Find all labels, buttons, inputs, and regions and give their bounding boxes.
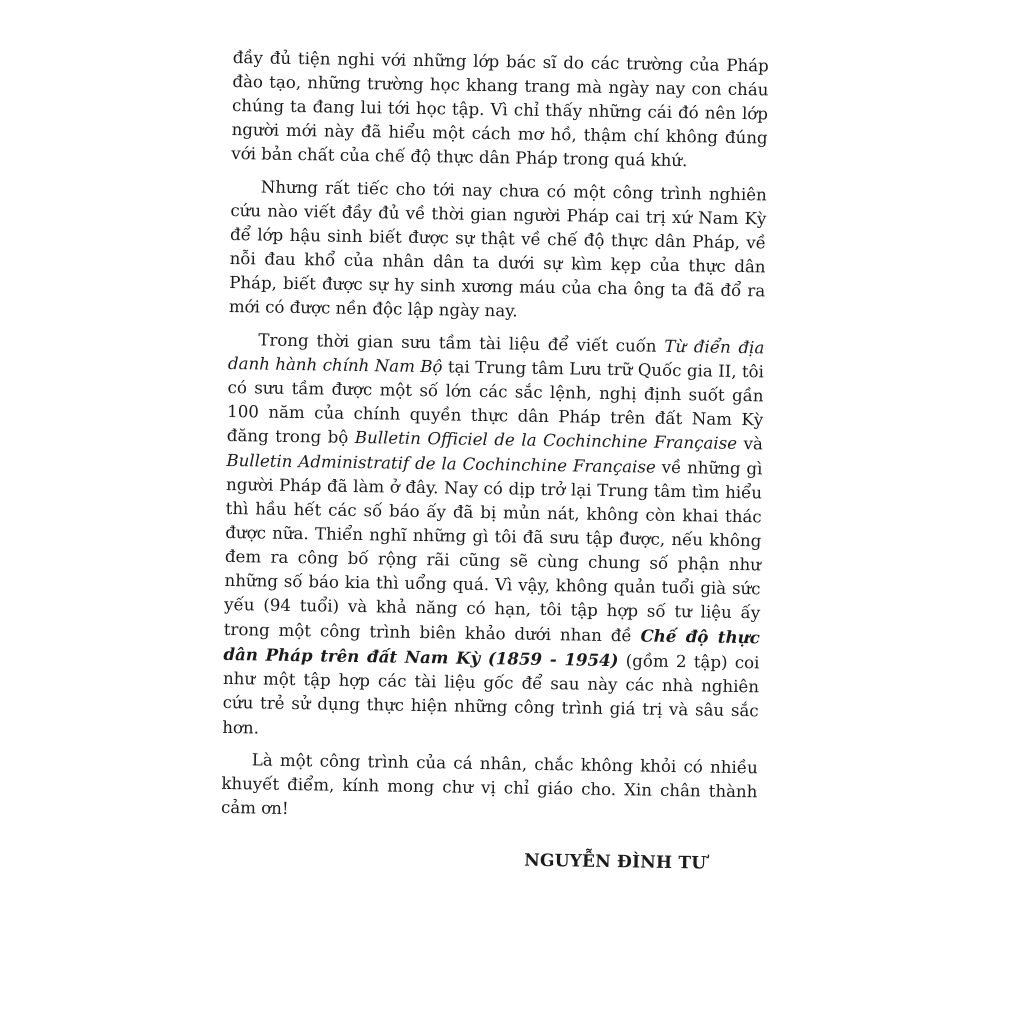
text-run: Trong thời gian sưu tầm tài liệu để viết cuốn [258, 330, 665, 356]
paragraph-1 [231, 46, 769, 175]
text-run: Bulletin Administratif de la Cochinchine Française [226, 450, 656, 477]
paragraph-4 [221, 748, 758, 829]
author-signature: NGUYỄN ĐÌNH TƯ [524, 851, 707, 874]
text-run: và [736, 434, 763, 454]
paragraph-3 [222, 328, 764, 748]
text-run: Bulletin Officiel de la Cochinchine Française [354, 428, 738, 454]
text-run: Nhưng rất tiếc cho tới nay chưa có một công trình nghiên cứu nào viết đầy đủ về thời gian người Pháp cai trị xứ Nam Kỳ để lớp hậu sinh biết được sự thật về chế độ thực dân Pháp, về nỗi đau khổ của nhân dân ta dưới sự kìm kẹp của thực dân Pháp, biết được sự hy sinh xương máu của cha ông ta đã đổ ra mới có được nền độc lập ngày nay. [228, 177, 767, 321]
paragraph-2 [229, 175, 767, 328]
text-run: về những gì người Pháp đã làm ở đây. Nay có dịp trở lại Trung tâm tìm hiểu thì hầu hết các số báo ấy đã bị mủn nát, không còn khai thác được nữa. Thiển nghĩ những gì tôi đã sưu tập được, nếu không đem ra công bố rộng rãi cũng sẽ cùng chung số phận như những số báo kia thì uổng quá. Vì vậy, không quản tuổi già sức yếu (94 tuổi) và khả năng có hạn, tôi tập hợp số tư liệu ấy trong một công trình biên khảo dưới nhan đề [223, 457, 763, 646]
text-run: đầy đủ tiện nghi với những lớp bác sĩ do các trường của Pháp đào tạo, những trường học khang trang mà ngày nay con cháu chúng ta đang lui tới học tập. Vì chỉ thấy những cái đó nên lớp người mới này đã hiểu một cách mơ hồ, thậm chí không đúng với bản chất của chế độ thực dân Pháp trong quá khứ. [231, 47, 769, 171]
page-body-text [220, 46, 769, 877]
text-run: Chế độ thực dân Pháp trên đất Nam Kỳ (1859 - 1954) [223, 625, 760, 671]
text-run: Từ điển địa danh hành chính Nam Bộ [227, 336, 765, 377]
text-run: Là một công trình của cá nhân, chắc không khỏi có nhiều khuyết điểm, kính mong chư vị chỉ giáo cho. Xin chân thành cảm ơn! [220, 750, 758, 819]
text-run: (gồm 2 tập) coi như một tập hợp các tài liệu gốc để sau này các nhà nghiên cứu trẻ sử dụng thực hiện những công trình giá trị và sâu sắc hơn. [222, 651, 760, 738]
text-run: tại Trung tâm Lưu trữ Quốc gia II, tôi có sưu tầm được một số lớn các sắc lệnh, nghị định suốt gần 100 năm của chính quyền thực dân Pháp trên đất Nam Kỳ đăng trong bộ [226, 357, 765, 448]
